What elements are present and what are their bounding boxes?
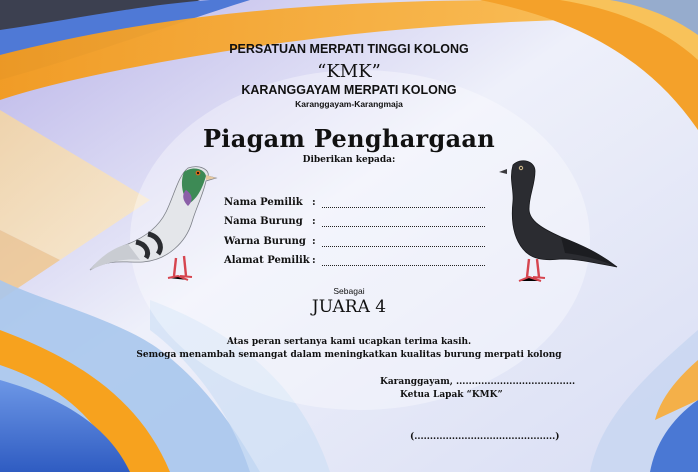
field-blank-owner-address [322,265,485,266]
field-blank-bird-name [322,226,485,227]
field-label-owner-name: Nama Pemilik [224,197,303,208]
pigeon-grey-icon [88,150,218,290]
field-label-owner-address: Alamat Pemilik [224,255,310,266]
signature-place-date: Karanggayam, ...................................... [380,377,576,387]
thanks-line-1: Atas peran sertanya kami ucapkan terima kasih. [226,337,472,347]
field-blank-bird-color [322,246,485,247]
org-name-line2: KARANGGAYAM MERPATI KOLONG [241,83,457,97]
signature-name-placeholder: (.............................................) [410,432,560,442]
field-label-bird-name: Nama Burung [224,216,303,227]
rank-title: JUARA 4 [311,297,387,317]
org-abbreviation: “KMK” [317,61,381,82]
given-to-label: Diberikan kepada: [302,155,396,165]
signature-role: Ketua Lapak “KMK” [400,390,503,400]
certificate-title: Piagam Penghargaan [202,124,496,153]
pigeon-black-icon [495,155,620,290]
field-colon: : [312,236,316,247]
field-blank-owner-name [322,207,485,208]
org-name-line1: PERSATUAN MERPATI TINGGI KOLONG [229,42,469,56]
org-location: Karanggayam-Karangmaja [295,99,403,109]
field-colon: : [312,197,316,208]
field-label-bird-color: Warna Burung [224,236,306,247]
as-label: Sebagai [333,286,365,296]
field-colon: : [312,216,316,227]
thanks-line-2: Semoga menambah semangat dalam meningkatkan kualitas burung merpati kolong [136,350,562,360]
field-colon: : [312,255,316,266]
